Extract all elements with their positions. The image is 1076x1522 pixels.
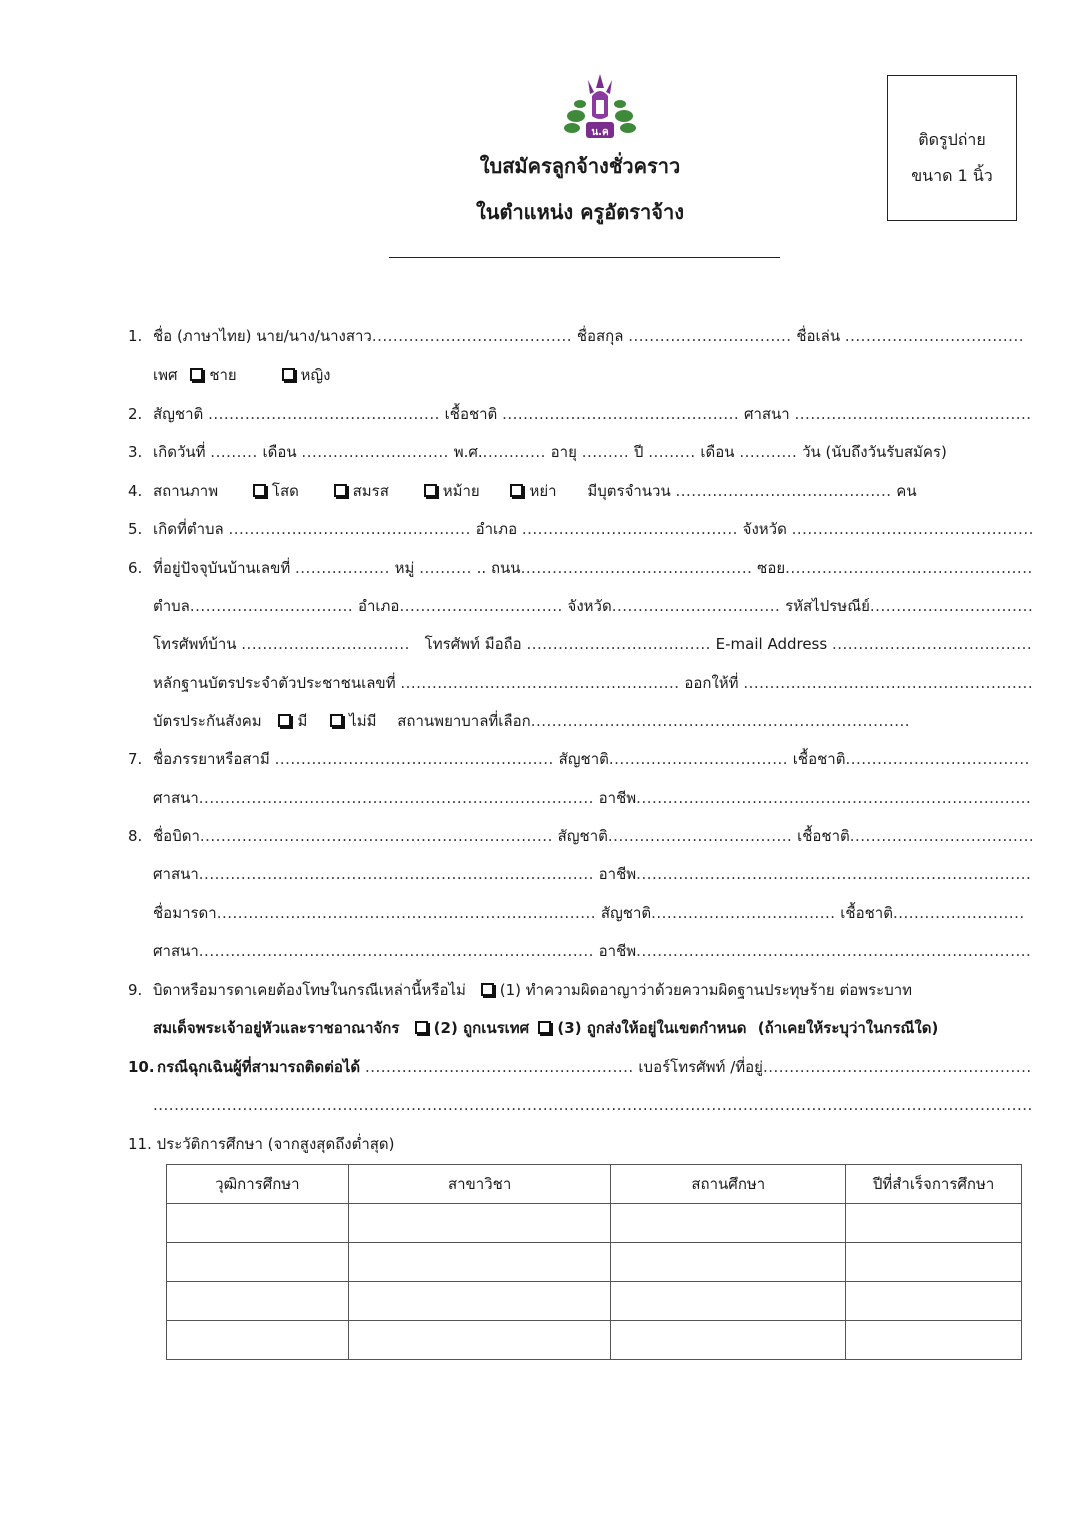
- education-history-label: 11. ประวัติการศึกษา (จากสูงสุดถึงต่ำสุด): [128, 1135, 395, 1153]
- has-not-label: ไม่มี: [349, 712, 377, 730]
- table-cell[interactable]: [348, 1204, 611, 1243]
- birth-province-label: จังหวัด: [742, 520, 787, 538]
- table-cell[interactable]: [846, 1243, 1022, 1282]
- mother-occupation-label: อาชีพ: [598, 942, 637, 960]
- emergency-contact-row[interactable]: กรณีฉุกเฉินผู้ที่สามารถติดต่อได้ ................................................... เบอร์โทรศัพท์ /ที่อยู่...................................................: [157, 1058, 1032, 1076]
- address-row-2[interactable]: ตำบล............................... อำเภอ............................... จังหวัด................................ รหัสไปรษณีย์...............................: [153, 597, 1034, 615]
- birthdate-row[interactable]: เกิดวันที่ ......... เดือน ............................ พ.ศ............. อายุ ......... ปี ......... เดือน ........... วัน (นับถึงวันรับสมัคร): [153, 443, 947, 461]
- persons-label: คน: [896, 482, 917, 500]
- parent-conviction-row-2: [153, 1018, 938, 1038]
- conviction-question: บิดาหรือมารดาเคยต้องโทษในกรณีเหล่านี้หรือไม่: [153, 981, 466, 999]
- emergency-phone-label: เบอร์โทรศัพท์ /ที่อยู่: [638, 1058, 763, 1076]
- table-cell[interactable]: [167, 1243, 349, 1282]
- email-label: E-mail Address: [715, 635, 828, 653]
- male-checkbox[interactable]: [190, 368, 203, 381]
- institution-header: สถานศึกษา: [611, 1165, 846, 1204]
- photo-placeholder[interactable]: [887, 75, 1017, 221]
- social-security-label: บัตรประกันสังคม: [153, 712, 262, 730]
- table-cell[interactable]: [611, 1321, 846, 1360]
- id-card-label: หลักฐานบัตรประจำตัวประชาชนเลขที่: [153, 674, 396, 692]
- spouse-nationality-label: สัญชาติ: [558, 750, 609, 768]
- table-row: [167, 1282, 1022, 1321]
- emergency-contact-line-2[interactable]: .......................................................................................................................................................................: [153, 1096, 1033, 1114]
- table-row: [167, 1243, 1022, 1282]
- table-row: [167, 1321, 1022, 1360]
- mother-race-label: เชื้อชาติ: [840, 904, 893, 922]
- years-label: ปี: [633, 443, 644, 461]
- item-number: 6.: [128, 559, 143, 577]
- table-cell[interactable]: [167, 1282, 349, 1321]
- title-underline: [389, 257, 780, 258]
- age-note: (นับถึงวันรับสมัคร): [825, 443, 947, 461]
- sex-label: เพศ: [153, 366, 178, 384]
- married-label: สมรส: [352, 482, 389, 500]
- spouse-row[interactable]: ชื่อภรรยาหรือสามี ..................................................... สัญชาติ.................................. เชื้อชาติ...................................: [153, 750, 1030, 768]
- form-subtitle: ในตำแหน่ง ครูอัตราจ้าง: [476, 200, 684, 224]
- spouse-label: ชื่อภรรยาหรือสามี: [153, 750, 270, 768]
- conviction-opt1-cont: สมเด็จพระเจ้าอยู่หัวและราชอาณาจักร: [153, 1019, 400, 1037]
- item-number: 7.: [128, 750, 143, 768]
- issued-at-label: ออกให้ที่: [684, 674, 739, 692]
- divorced-label: หย่า: [529, 482, 557, 500]
- social-security-row: บัตรประกันสังคม มี ไม่มี สถานพยาบาลที่เลือก........................................................................: [153, 712, 911, 730]
- conviction-opt1-label: (1) ทำความผิดอาญาว่าด้วยความผิดฐานประทุษร้าย ต่อพระบาท: [499, 981, 913, 999]
- item-number: 3.: [128, 443, 143, 461]
- conviction-opt1-checkbox[interactable]: [481, 983, 494, 996]
- male-label: ชาย: [209, 366, 237, 384]
- district-label: อำเภอ: [357, 597, 400, 615]
- table-cell[interactable]: [611, 1243, 846, 1282]
- phone-row[interactable]: โทรศัพท์บ้าน ................................ โทรศัพท์ มือถือ ................................... E-mail Address ......................................: [153, 635, 1033, 653]
- svg-text:น.ค: น.ค: [591, 127, 609, 138]
- table-cell[interactable]: [167, 1204, 349, 1243]
- race-label: เชื้อชาติ: [444, 405, 498, 423]
- degree-header: วุฒิการศึกษา: [167, 1165, 349, 1204]
- province-label: จังหวัด: [567, 597, 612, 615]
- table-cell[interactable]: [167, 1321, 349, 1360]
- graduation-year-header: ปีที่สำเร็จการศึกษา: [846, 1165, 1022, 1204]
- year-be-label: พ.ศ.: [453, 443, 483, 461]
- birth-district-label: อำเภอ: [475, 520, 518, 538]
- sex-row: [153, 365, 331, 385]
- name-row[interactable]: ชื่อ (ภาษาไทย) นาย/นาง/นางสาว...................................... ชื่อสกุล ............................... ชื่อเล่น ..................................: [153, 327, 1024, 345]
- home-phone-label: โทรศัพท์บ้าน: [153, 635, 237, 653]
- mother-label: ชื่อมารดา: [153, 904, 217, 922]
- photo-label: ติดรูปถ่าย: [918, 130, 986, 149]
- father-race-label: เชื้อชาติ: [797, 827, 850, 845]
- table-cell[interactable]: [846, 1282, 1022, 1321]
- spouse-row-2[interactable]: ศาสนา........................................................................... อาชีพ...........................................................................: [153, 789, 1032, 807]
- major-header: สาขาวิชา: [348, 1165, 611, 1204]
- form-title: ใบสมัครลูกจ้างชั่วคราว: [479, 154, 681, 178]
- days-label: วัน: [802, 443, 821, 461]
- address-row[interactable]: ที่อยู่ปัจจุบันบ้านเลขที่ .................. หมู่ .......... .. ถนน............................................ ซอย...............................................: [153, 559, 1033, 577]
- mobile-phone-label: โทรศัพท์ มือถือ: [424, 635, 522, 653]
- married-checkbox[interactable]: [334, 484, 347, 497]
- table-cell[interactable]: [846, 1204, 1022, 1243]
- item-number: 10.: [128, 1058, 155, 1076]
- mother-row-2[interactable]: ศาสนา........................................................................... อาชีพ...........................................................................: [153, 942, 1032, 960]
- month-label: เดือน: [262, 443, 297, 461]
- conviction-opt3-checkbox[interactable]: [538, 1021, 551, 1034]
- parent-conviction-row: [153, 980, 912, 1000]
- item-number: 8.: [128, 827, 143, 845]
- hospital-label: สถานพยาบาลที่เลือก: [397, 712, 531, 730]
- education-table: [166, 1164, 1022, 1360]
- item-number: 1.: [128, 327, 143, 345]
- moo-label: หมู่: [394, 559, 415, 577]
- spouse-race-label: เชื้อชาติ: [792, 750, 846, 768]
- school-emblem-icon: [560, 70, 640, 146]
- mother-nationality-label: สัญชาติ: [600, 904, 652, 922]
- female-checkbox[interactable]: [282, 368, 295, 381]
- table-cell[interactable]: [348, 1321, 611, 1360]
- no-social-security-checkbox[interactable]: [330, 714, 343, 727]
- house-number-label: ที่อยู่ปัจจุบันบ้านเลขที่: [153, 559, 291, 577]
- conviction-note: (ถ้าเคยให้ระบุว่าในกรณีใด): [757, 1019, 939, 1037]
- item-number: 5.: [128, 520, 143, 538]
- has-label: มี: [297, 712, 308, 730]
- item-number: 4.: [128, 482, 143, 500]
- months-label: เดือน: [700, 443, 735, 461]
- children-label: มีบุตรจำนวน: [587, 482, 671, 500]
- table-cell[interactable]: [846, 1321, 1022, 1360]
- emergency-contact-label: กรณีฉุกเฉินผู้ที่สามารถติดต่อได้: [157, 1058, 361, 1076]
- divorced-checkbox[interactable]: [510, 484, 523, 497]
- conviction-opt3-label: (3) ถูกส่งให้อยู่ในเขตกำหนด: [557, 1019, 747, 1037]
- female-label: หญิง: [300, 366, 331, 384]
- name-label: ชื่อ (ภาษาไทย) นาย/นาง/นางสาว: [153, 327, 372, 345]
- nationality-row[interactable]: สัญชาติ ............................................ เชื้อชาติ ............................................. ศาสนา .............................................: [153, 405, 1032, 423]
- status-label: สถานภาพ: [153, 482, 219, 500]
- spouse-religion-label: ศาสนา: [153, 789, 199, 807]
- item-number: 9.: [128, 981, 143, 999]
- item-number: 2.: [128, 405, 143, 423]
- subdistrict-label: ตำบล: [153, 597, 190, 615]
- table-header-row: [167, 1165, 1022, 1204]
- photo-size-label: ขนาด 1 นิ้ว: [911, 166, 993, 185]
- id-card-row[interactable]: หลักฐานบัตรประจำตัวประชาชนเลขที่ ..................................................... ออกให้ที่ .......................................................: [153, 674, 1034, 692]
- conviction-opt2-checkbox[interactable]: [415, 1021, 428, 1034]
- postal-code-label: รหัสไปรษณีย์: [785, 597, 870, 615]
- table-cell[interactable]: [611, 1204, 846, 1243]
- father-nationality-label: สัญชาติ: [557, 827, 608, 845]
- table-cell[interactable]: [348, 1282, 611, 1321]
- nationality-label: สัญชาติ: [153, 405, 204, 423]
- widowed-checkbox[interactable]: [424, 484, 437, 497]
- born-day-label: เกิดวันที่: [153, 443, 206, 461]
- father-row[interactable]: ชื่อบิดา................................................................... สัญชาติ................................... เชื้อชาติ...................................: [153, 827, 1035, 845]
- widowed-label: หม้าย: [442, 482, 480, 500]
- single-checkbox[interactable]: [253, 484, 266, 497]
- father-religion-label: ศาสนา: [153, 865, 199, 883]
- table-row: [167, 1204, 1022, 1243]
- mother-row[interactable]: ชื่อมารดา........................................................................ สัญชาติ................................... เชื้อชาติ.........................: [153, 904, 1025, 922]
- marital-status-row: สถานภาพ โสด สมรส หม้าย หย่า มีบุตรจำนวน ......................................... คน: [153, 482, 917, 500]
- single-label: โสด: [271, 482, 299, 500]
- has-social-security-checkbox[interactable]: [278, 714, 291, 727]
- mother-religion-label: ศาสนา: [153, 942, 199, 960]
- birthplace-row[interactable]: เกิดที่ตำบล .............................................. อำเภอ ......................................... จังหวัด ..............................................: [153, 520, 1034, 538]
- father-occupation-label: อาชีพ: [598, 865, 637, 883]
- table-cell[interactable]: [611, 1282, 846, 1321]
- birth-subdistrict-label: เกิดที่ตำบล: [153, 520, 224, 538]
- soi-label: ซอย: [757, 559, 786, 577]
- age-label: อายุ: [550, 443, 577, 461]
- conviction-opt2-label: (2) ถูกเนรเทศ: [433, 1019, 530, 1037]
- surname-label: ชื่อสกุล: [576, 327, 624, 345]
- table-cell[interactable]: [348, 1243, 611, 1282]
- religion-label: ศาสนา: [743, 405, 790, 423]
- spouse-occupation-label: อาชีพ: [598, 789, 637, 807]
- father-label: ชื่อบิดา: [153, 827, 200, 845]
- nickname-label: ชื่อเล่น: [796, 327, 841, 345]
- father-row-2[interactable]: ศาสนา........................................................................... อาชีพ...........................................................................: [153, 865, 1032, 883]
- road-label: .. ถนน: [476, 559, 521, 577]
